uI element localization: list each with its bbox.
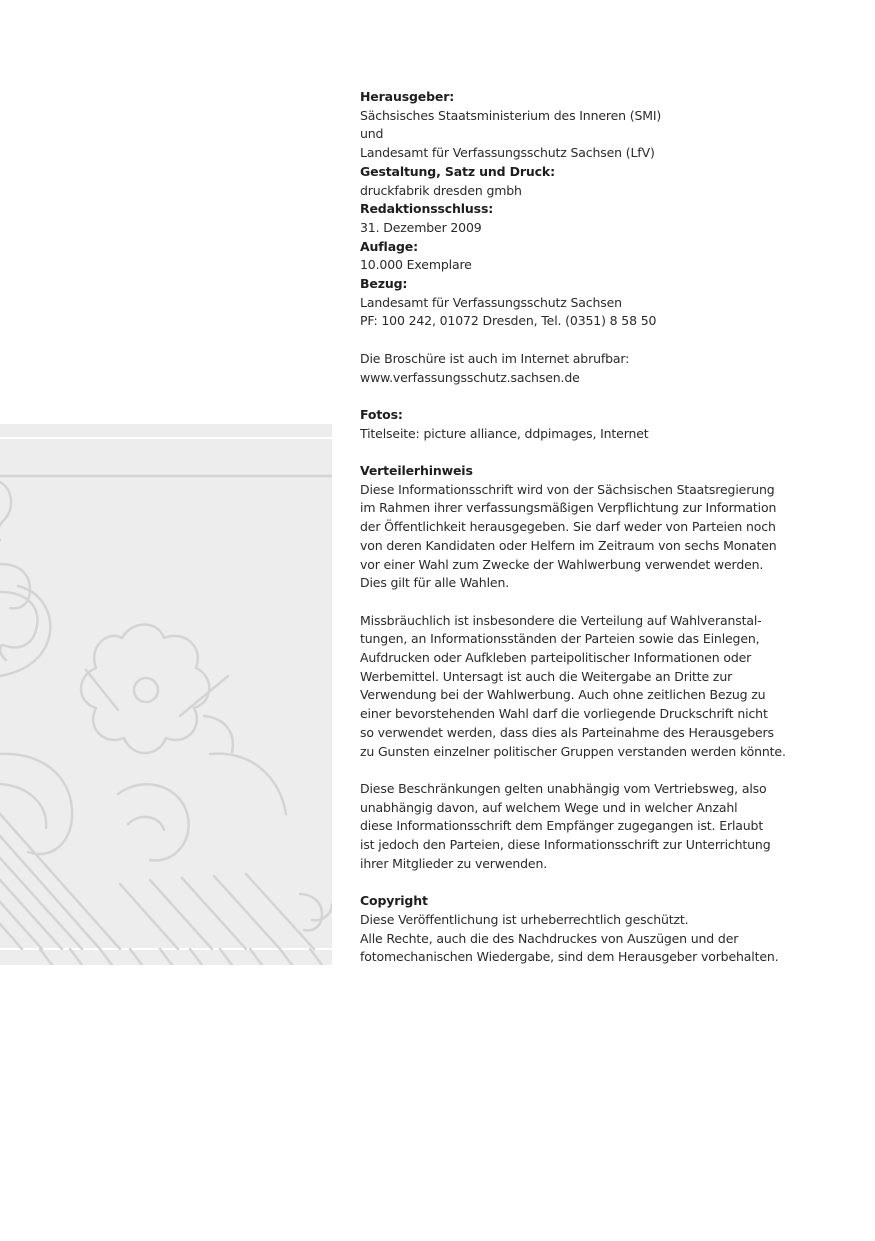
text-line: ist jedoch den Parteien, diese Informationsschrift zur Unterrichtung	[360, 837, 771, 853]
text-line: Verwendung bei der Wahlwerbung. Auch ohne zeitlichen Bezug zu	[360, 687, 766, 703]
publisher-line: Sächsisches Staatsministerium des Inneren (SMI)	[360, 107, 662, 123]
text-line: Alle Rechte, auch die des Nachdruckes von Auszügen und der	[360, 930, 739, 946]
text-line: zu Gunsten einzelner politischer Gruppen verstanden werden könnte.	[360, 743, 786, 759]
ornament-graphic	[0, 424, 332, 965]
decorative-ornament	[0, 424, 332, 965]
distribution-heading: Verteilerhinweis	[360, 463, 473, 479]
spacer	[360, 761, 840, 780]
text-line: Werbemittel. Untersagt ist auch die Weitergabe an Dritte zur	[360, 668, 733, 684]
publisher-line: Landesamt für Verfassungsschutz Sachsen (LfV)	[360, 145, 655, 161]
text-line: im Rahmen ihrer verfassungsmäßigen Verpflichtung zur Information	[360, 500, 777, 516]
text-line: von deren Kandidaten oder Helfern im Zeitraum von sechs Monaten	[360, 537, 777, 553]
text-line: Aufdrucken oder Aufkleben parteipolitischer Informationen oder	[360, 650, 752, 666]
supply-line: PF: 100 242, 01072 Dresden, Tel. (0351) 8 58 50	[360, 313, 657, 329]
text-line: ihrer Mitglieder zu verwenden.	[360, 855, 548, 871]
text-line: Diese Beschränkungen gelten unabhängig vom Vertriebsweg, also	[360, 780, 767, 796]
publisher-heading: Herausgeber:	[360, 89, 455, 104]
copyright-heading: Copyright	[360, 893, 428, 909]
photos-heading: Fotos:	[360, 406, 403, 422]
supply-heading: Bezug:	[360, 276, 408, 292]
imprint-column	[360, 88, 840, 967]
text-line: Diese Veröffentlichung ist urheberrechtlich geschützt.	[360, 911, 689, 927]
edition-heading: Auflage:	[360, 238, 418, 254]
supply-line: Landesamt für Verfassungsschutz Sachsen	[360, 294, 622, 310]
spacer	[360, 443, 840, 462]
design-heading: Gestaltung, Satz und Druck:	[360, 163, 555, 179]
spacer	[360, 387, 840, 406]
design-value: druckfabrik dresden gmbh	[360, 182, 522, 198]
text-line: fotomechanischen Wiedergabe, sind dem Herausgeber vorbehalten.	[360, 949, 779, 965]
spacer	[360, 593, 840, 612]
text-line: Missbräuchlich ist insbesondere die Verteilung auf Wahlveranstal-	[360, 612, 762, 628]
edition-value: 10.000 Exemplare	[360, 257, 472, 273]
text-line: diese Informationsschrift dem Empfänger zugegangen ist. Erlaubt	[360, 818, 764, 834]
internet-note: Die Broschüre ist auch im Internet abrufbar:	[360, 350, 630, 366]
text-line: Dies gilt für alle Wahlen.	[360, 575, 510, 591]
text-line: der Öffentlichkeit herausgegeben. Sie darf weder von Parteien noch	[360, 519, 776, 535]
website-url: www.verfassungsschutz.sachsen.de	[360, 369, 580, 385]
text-line: so verwendet werden, dass dies als Parteinahme des Herausgebers	[360, 724, 774, 740]
photos-value: Titelseite: picture alliance, ddpimages, Internet	[360, 425, 649, 441]
text-line: tungen, an Informationsständen der Parteien sowie das Einlegen,	[360, 631, 760, 647]
text-line: einer bevorstehenden Wahl darf die vorliegende Druckschrift nicht	[360, 706, 768, 722]
spacer	[360, 331, 840, 350]
spacer	[360, 873, 840, 892]
editorial-deadline-value: 31. Dezember 2009	[360, 219, 482, 235]
text-line: Diese Informationsschrift wird von der Sächsischen Staatsregierung	[360, 481, 775, 497]
publisher-line: und	[360, 126, 384, 142]
text-line: unabhängig davon, auf welchem Wege und in welcher Anzahl	[360, 799, 738, 815]
editorial-deadline-heading: Redaktionsschluss:	[360, 201, 494, 217]
text-line: vor einer Wahl zum Zwecke der Wahlwerbung verwendet werden.	[360, 556, 764, 572]
